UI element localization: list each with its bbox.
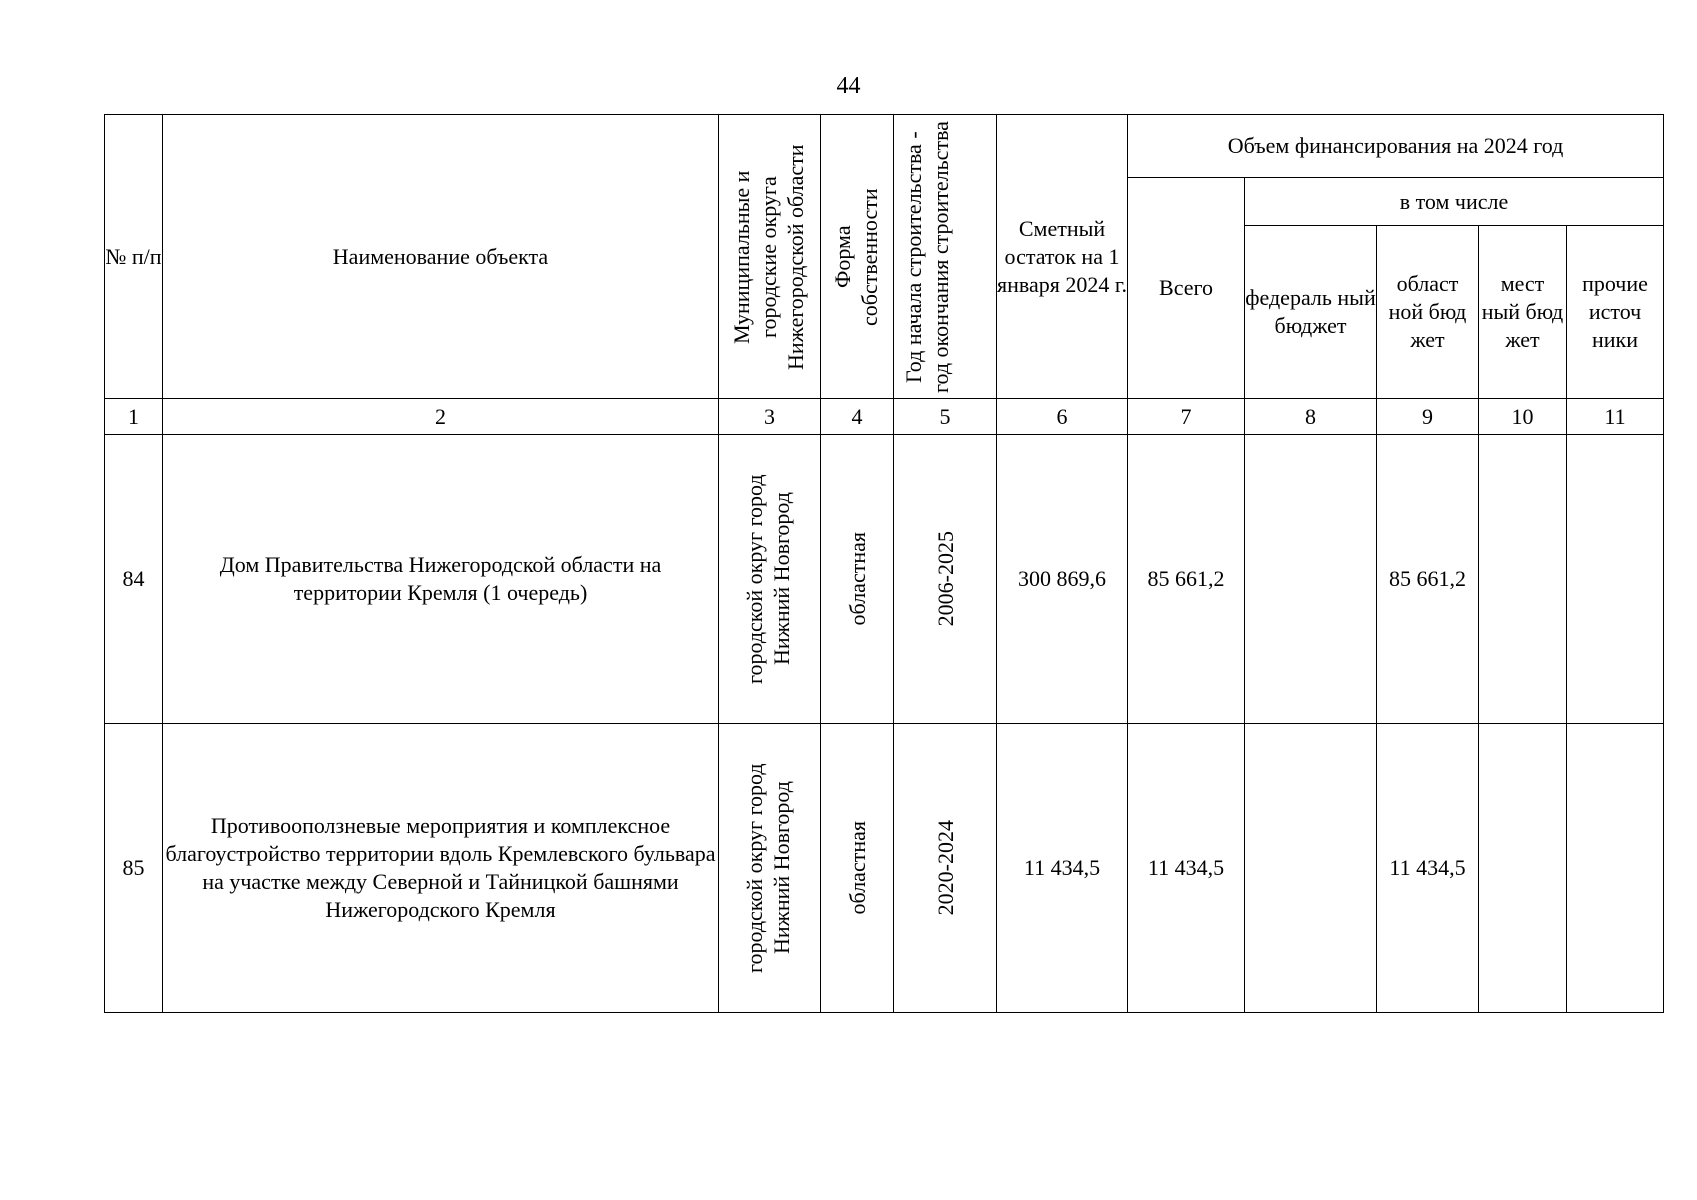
header-federal: федераль ный бюджет	[1245, 226, 1377, 399]
total-financing: 85 661,2	[1128, 435, 1245, 724]
other-sources	[1567, 435, 1664, 724]
row-number: 84	[105, 435, 163, 724]
column-number: 5	[894, 399, 997, 435]
column-number: 11	[1567, 399, 1664, 435]
header-regional: област ной бюд жет	[1377, 226, 1479, 399]
regional-budget: 11 434,5	[1377, 724, 1479, 1013]
object-name: Противооползневые мероприятия и комплексное благоустройство территории вдоль Кремлевского бульвара на участке между Северной и Тайницкой башнями Нижегородского Кремля	[163, 724, 719, 1013]
total-financing: 11 434,5	[1128, 724, 1245, 1013]
table-row	[105, 724, 1664, 1013]
other-sources	[1567, 724, 1664, 1013]
municipality-cell	[719, 435, 821, 724]
ownership-text: областная	[844, 532, 870, 626]
estimate-balance: 300 869,6	[997, 435, 1128, 724]
ownership-cell	[821, 724, 894, 1013]
column-number: 4	[821, 399, 894, 435]
header-municipality-text: Муниципальные и городские округа Нижегородской области	[728, 143, 808, 370]
header-ownership	[821, 115, 894, 399]
municipality-text: городской округ город Нижний Новгород	[741, 474, 794, 684]
header-including-group: в том числе	[1245, 178, 1664, 226]
header-row-1	[105, 115, 1664, 178]
page-number: 44	[836, 73, 861, 99]
header-estimate-balance: Сметный остаток на 1 января 2024 г.	[997, 115, 1128, 399]
local-budget	[1479, 724, 1567, 1013]
financing-table	[104, 114, 1664, 1013]
ownership-cell	[821, 435, 894, 724]
object-name: Дом Правительства Нижегородской области на территории Кремля (1 очередь)	[163, 435, 719, 724]
years-cell	[894, 435, 997, 724]
column-number: 10	[1479, 399, 1567, 435]
federal-budget	[1245, 435, 1377, 724]
header-number: № п/п	[105, 115, 163, 399]
header-local: мест ный бюд жет	[1479, 226, 1567, 399]
header-years	[894, 115, 997, 399]
header-municipality	[719, 115, 821, 399]
years-text: 2006-2025	[932, 531, 958, 627]
header-total: Всего	[1128, 178, 1245, 399]
header-object-name: Наименование объекта	[163, 115, 719, 399]
column-number: 7	[1128, 399, 1245, 435]
municipality-cell	[719, 724, 821, 1013]
header-financing-group: Объем финансирования на 2024 год	[1128, 115, 1664, 178]
local-budget	[1479, 435, 1567, 724]
column-number-row	[105, 399, 1664, 435]
federal-budget	[1245, 724, 1377, 1013]
row-number: 85	[105, 724, 163, 1013]
header-other: прочие источ ники	[1567, 226, 1664, 399]
estimate-balance: 11 434,5	[997, 724, 1128, 1013]
years-cell	[894, 724, 997, 1013]
column-number: 9	[1377, 399, 1479, 435]
regional-budget: 85 661,2	[1377, 435, 1479, 724]
municipality-text: городской округ город Нижний Новгород	[741, 763, 794, 973]
column-number: 2	[163, 399, 719, 435]
header-years-text: Год начала строительства - год окончания строительства	[901, 120, 953, 393]
column-number: 1	[105, 399, 163, 435]
ownership-text: областная	[844, 821, 870, 915]
column-number: 3	[719, 399, 821, 435]
column-number: 8	[1245, 399, 1377, 435]
header-ownership-text: Форма собственности	[830, 187, 882, 326]
column-number: 6	[997, 399, 1128, 435]
years-text: 2020-2024	[932, 820, 958, 916]
table-row	[105, 435, 1664, 724]
